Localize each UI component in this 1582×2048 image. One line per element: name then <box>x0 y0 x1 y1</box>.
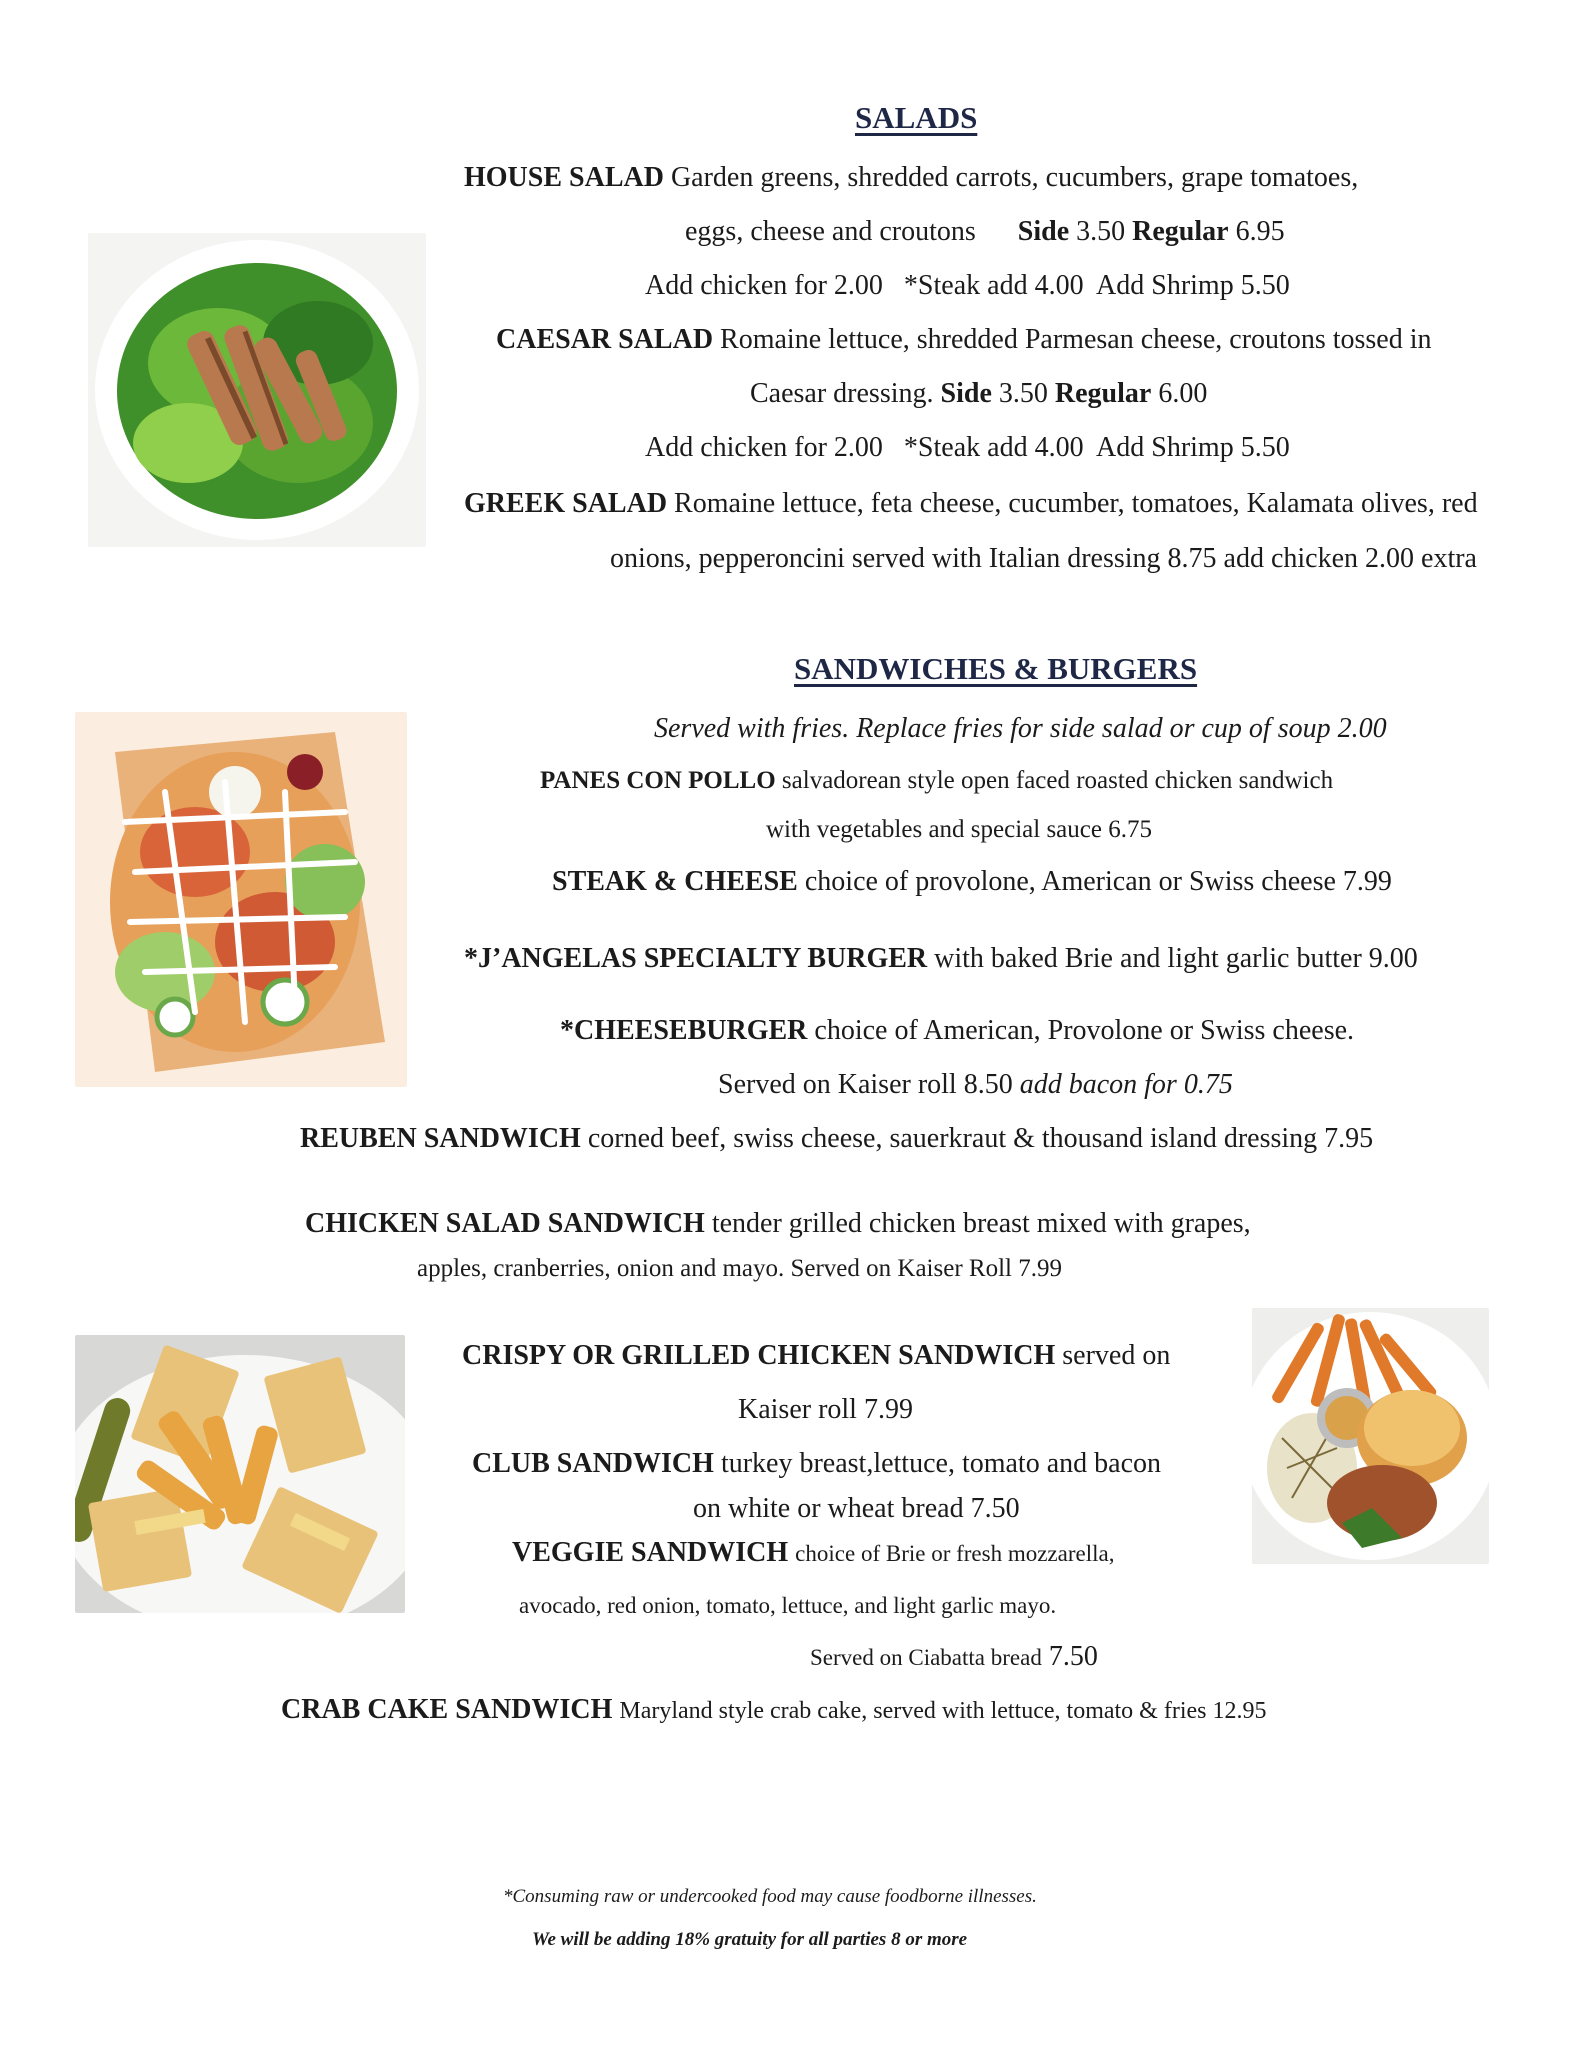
greek-salad-line-2: onions, pepperoncini served with Italian dressing 8.75 add chicken 2.00 extra <box>610 543 1477 574</box>
crispy-line-1 <box>462 1339 1170 1373</box>
cheeseburger-desc: choice of American, Provolone or Swiss cheese. <box>814 1015 1355 1046</box>
panes-desc: salvadorean style open faced roasted chicken sandwich <box>781 767 1334 794</box>
greek-salad-desc: Romaine lettuce, feta cheese, cucumber, tomatoes, Kalamata olives, red <box>674 488 1478 519</box>
house-salad-addons: Add chicken for 2.00 *Steak add 4.00 Add Shrimp 5.50 <box>645 270 1290 301</box>
caesar-salad-side-price: 3.50 <box>998 378 1048 409</box>
caesar-salad-side-label: Side <box>940 378 992 409</box>
crispy-line-2: Kaiser roll 7.99 <box>738 1394 913 1425</box>
cheeseburger-line-1 <box>560 1014 1354 1048</box>
cheeseburger-line-2 <box>718 1068 1233 1102</box>
greek-salad-name: GREEK SALAD <box>464 488 668 519</box>
crispy-desc: served on <box>1062 1340 1171 1371</box>
caesar-salad-name: CAESAR SALAD <box>496 324 714 355</box>
greek-salad-line-1 <box>464 487 1478 521</box>
veggie-desc: choice of Brie or fresh mozzarella, <box>795 1541 1115 1566</box>
caesar-salad-desc: Romaine lettuce, shredded Parmesan cheese, croutons tossed in <box>720 324 1432 355</box>
club-name: CLUB SANDWICH <box>472 1448 714 1479</box>
raw-food-warning: *Consuming raw or undercooked food may cause foodborne illnesses. <box>503 1886 1037 1907</box>
caesar-salad-regular-price: 6.00 <box>1158 378 1208 409</box>
house-salad-desc-2: eggs, cheese and croutons <box>685 216 976 247</box>
sandwiches-note: Served with fries. Replace fries for side salad or cup of soup 2.00 <box>654 713 1387 744</box>
steak-desc: choice of provolone, American or Swiss cheese 7.99 <box>804 866 1392 897</box>
crispy-name: CRISPY OR GRILLED CHICKEN SANDWICH <box>462 1340 1056 1371</box>
house-salad-regular-price: 6.95 <box>1235 216 1285 247</box>
reuben-desc: corned beef, swiss cheese, sauerkraut & thousand island dressing 7.95 <box>587 1123 1374 1154</box>
jangelas-name: *J’ANGELAS SPECIALTY BURGER <box>464 943 928 974</box>
caesar-salad-line-1 <box>496 323 1432 357</box>
house-salad-name: HOUSE SALAD <box>464 162 664 193</box>
panes-line-2: with vegetables and special sauce 6.75 <box>766 816 1152 843</box>
steak-name: STEAK & CHEESE <box>552 866 798 897</box>
veggie-desc-3: Served on Ciabatta bread <box>810 1645 1042 1670</box>
reuben-line <box>300 1122 1373 1156</box>
chicken-sandwich-photo <box>1252 1308 1489 1564</box>
gratuity-note: We will be adding 18% gratuity for all parties 8 or more <box>532 1929 968 1950</box>
veggie-line-2: avocado, red onion, tomato, lettuce, and light garlic mayo. <box>519 1593 1057 1618</box>
crab-line <box>281 1693 1267 1728</box>
house-salad-side-label: Side <box>1017 216 1070 247</box>
steak-line <box>552 865 1392 899</box>
veggie-price: 7.50 <box>1048 1641 1098 1672</box>
house-salad-line-1 <box>464 161 1358 195</box>
chicken-salad-name: CHICKEN SALAD SANDWICH <box>305 1208 705 1239</box>
club-sandwich-photo <box>75 1335 405 1613</box>
reuben-name: REUBEN SANDWICH <box>300 1123 581 1154</box>
chicken-salad-desc: tender grilled chicken breast mixed with grapes, <box>711 1208 1251 1239</box>
cheeseburger-desc-2: Served on Kaiser roll 8.50 <box>718 1069 1013 1100</box>
jangelas-desc: with baked Brie and light garlic butter 9.00 <box>934 943 1418 974</box>
club-line-1 <box>472 1447 1161 1481</box>
panes-con-pollo-photo <box>75 712 407 1087</box>
caesar-salad-line-2 <box>750 377 1207 411</box>
house-salad-line-2 <box>685 215 1285 249</box>
club-desc: turkey breast,lettuce, tomato and bacon <box>720 1448 1161 1479</box>
crab-desc: Maryland style crab cake, served with lettuce, tomato & fries 12.95 <box>619 1698 1267 1724</box>
cheeseburger-bacon: add bacon for 0.75 <box>1019 1069 1233 1100</box>
jangelas-line <box>464 942 1418 976</box>
veggie-line-3 <box>810 1640 1098 1675</box>
crab-name: CRAB CAKE SANDWICH <box>281 1694 613 1725</box>
veggie-name: VEGGIE SANDWICH <box>512 1537 789 1568</box>
caesar-salad-desc-2: Caesar dressing. <box>750 378 934 409</box>
panes-name: PANES CON POLLO <box>540 767 776 794</box>
caesar-salad-addons: Add chicken for 2.00 *Steak add 4.00 Add Shrimp 5.50 <box>645 432 1290 463</box>
house-salad-regular-label: Regular <box>1132 216 1229 247</box>
sandwiches-heading: SANDWICHES & BURGERS <box>794 651 1198 686</box>
house-salad-desc: Garden greens, shredded carrots, cucumbers, grape tomatoes, <box>670 162 1359 193</box>
club-line-2: on white or wheat bread 7.50 <box>693 1493 1020 1524</box>
panes-line-1 <box>540 764 1333 798</box>
house-salad-side-price: 3.50 <box>1076 216 1126 247</box>
salads-heading: SALADS <box>855 100 978 135</box>
chicken-salad-line-2: apples, cranberries, onion and mayo. Served on Kaiser Roll 7.99 <box>417 1255 1062 1282</box>
veggie-line-1 <box>512 1536 1114 1571</box>
chicken-salad-line-1 <box>305 1207 1251 1241</box>
salad-photo <box>88 233 426 547</box>
cheeseburger-name: *CHEESEBURGER <box>560 1015 808 1046</box>
caesar-salad-regular-label: Regular <box>1054 378 1152 409</box>
